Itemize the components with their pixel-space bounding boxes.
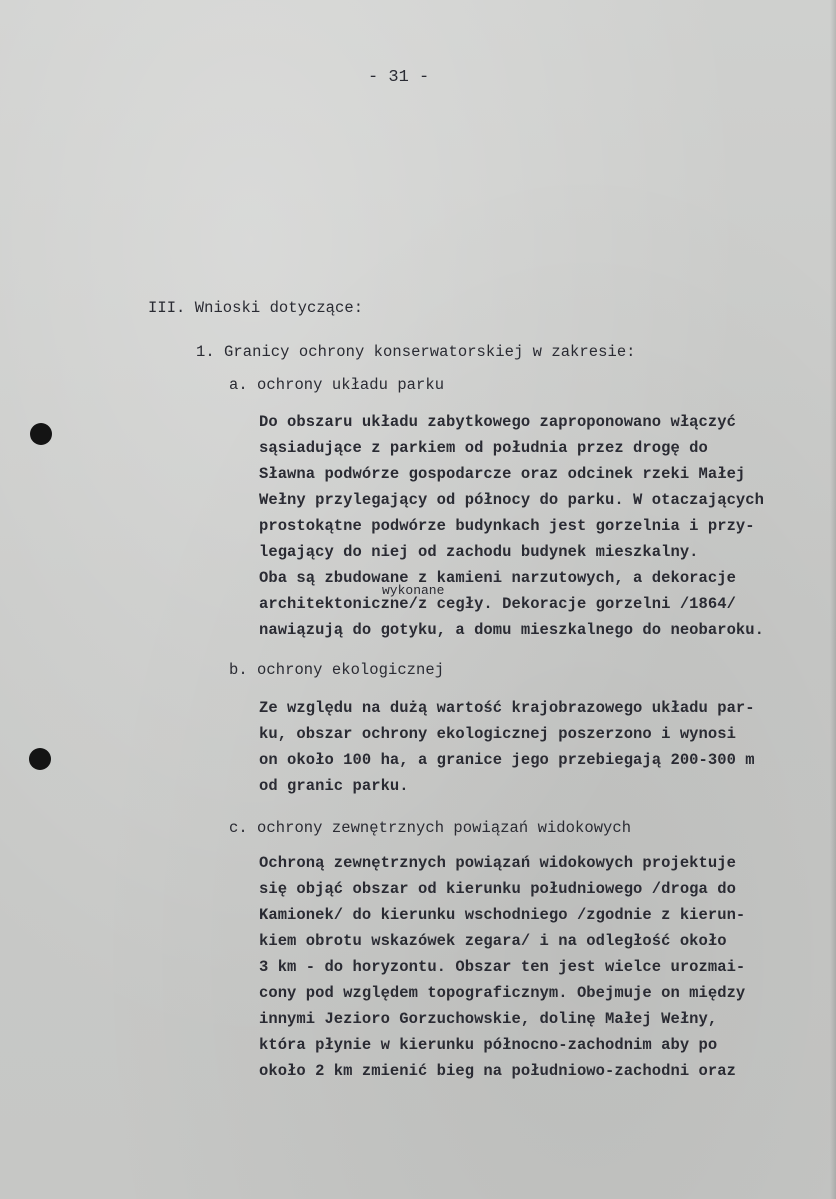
paragraph-a-line: Oba są zbudowane z kamieni narzutowych, a dekoracje <box>259 569 736 587</box>
section-heading: III. Wnioski dotyczące: <box>148 299 364 317</box>
paragraph-a-line: prostokątne podwórze budynkach jest gorzelnia i przy- <box>259 517 755 535</box>
paragraph-c-line: kiem obrotu wskazówek zegara/ i na odległość około <box>259 932 727 950</box>
paragraph-c-line: Ochroną zewnętrznych powiązań widokowych projektuje <box>259 854 736 872</box>
paragraph-a-line: nawiązują do gotyku, a domu mieszkalnego do neobaroku. <box>259 621 764 639</box>
item-heading: 1. Granicy ochrony konserwatorskiej w zakresie: <box>196 343 636 361</box>
paragraph-b-line: ku, obszar ochrony ekologicznej poszerzono i wynosi <box>259 725 736 743</box>
paragraph-c-line: się objąć obszar od kierunku południowego /droga do <box>259 880 736 898</box>
punch-hole-bottom <box>29 748 51 770</box>
paragraph-c-line: cony pod względem topograficznym. Obejmuje on między <box>259 984 746 1002</box>
paragraph-a-line: sąsiadujące z parkiem od południa przez drogę do <box>259 439 708 457</box>
subsection-a-heading: a. ochrony układu parku <box>229 376 445 394</box>
subsection-c-heading: c. ochrony zewnętrznych powiązań widokowych <box>229 819 632 837</box>
page-number: - 31 - <box>368 68 430 87</box>
paragraph-b-line: on około 100 ha, a granice jego przebiegają 200-300 m <box>259 751 755 769</box>
paragraph-a-line: legający do niej od zachodu budynek mieszkalny. <box>259 543 699 561</box>
paragraph-a-line: Wełny przylegający od północy do parku. W otaczających <box>259 491 764 509</box>
paragraph-a-line: Sławna podwórze gospodarcze oraz odcinek rzeki Małej <box>259 465 746 483</box>
paragraph-c-line: która płynie w kierunku północno-zachodnim aby po <box>259 1036 718 1054</box>
paragraph-c-line: około 2 km zmienić bieg na południowo-zachodni oraz <box>259 1062 736 1080</box>
paragraph-b-line: Ze względu na dużą wartość krajobrazowego układu par- <box>259 699 755 717</box>
paragraph-c-line: Kamionek/ do kierunku wschodniego /zgodnie z kierun- <box>259 906 746 924</box>
paragraph-c-line: 3 km - do horyzontu. Obszar ten jest wielce urozmai- <box>259 958 746 976</box>
paragraph-b-line: od granic parku. <box>259 777 409 795</box>
punch-hole-top <box>30 423 52 445</box>
paragraph-a-line: architektoniczne/z cegły. Dekoracje gorzelni /1864/ <box>259 595 736 613</box>
paragraph-a-line: Do obszaru układu zabytkowego zaproponowano włączyć <box>259 413 736 431</box>
overwritten-word: wykonane <box>382 583 445 598</box>
subsection-b-heading: b. ochrony ekologicznej <box>229 661 445 679</box>
paragraph-c-line: innymi Jezioro Gorzuchowskie, dolinę Małej Wełny, <box>259 1010 718 1028</box>
